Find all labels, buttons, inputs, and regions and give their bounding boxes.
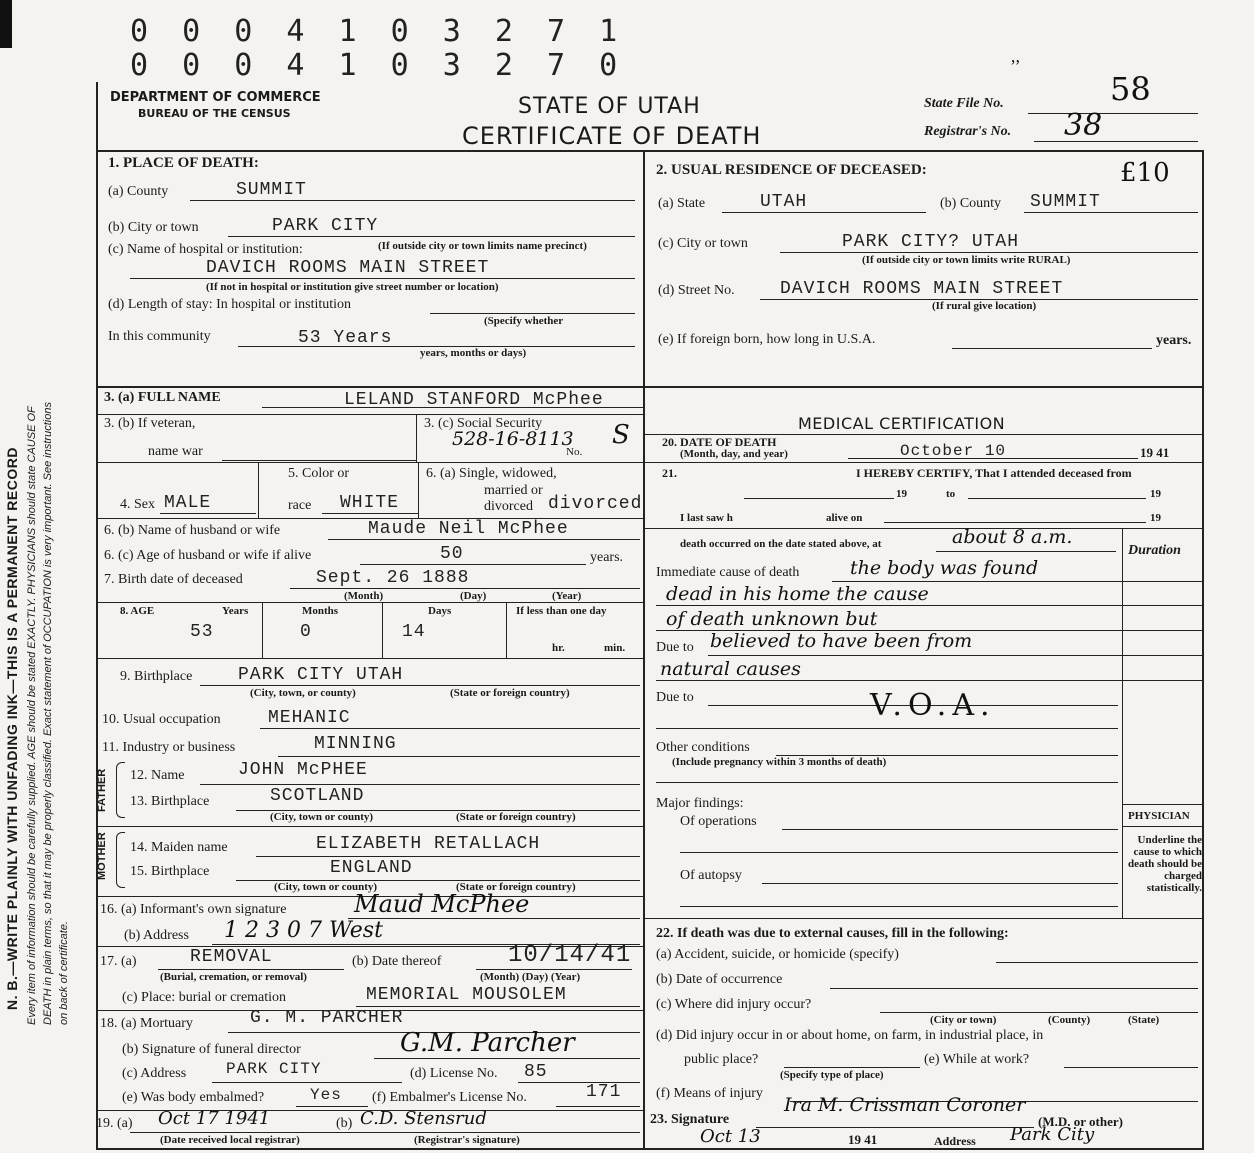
ss-divider — [416, 414, 417, 462]
cause-line-rule-7 — [656, 728, 1118, 729]
cause-line-rule-5 — [656, 680, 1204, 681]
father-name-label: 12. Name — [130, 768, 185, 783]
res-state-line — [722, 212, 926, 213]
burial-date-value: 10/14/41 — [508, 942, 632, 969]
city-line — [228, 236, 635, 237]
registrar-line — [130, 1132, 640, 1133]
father-birthplace-value: SCOTLAND — [270, 786, 365, 806]
registrar-19-label: 19. (a) — [96, 1116, 133, 1131]
cause-line-4: believed to have been from — [710, 630, 973, 652]
veteran-label: 3. (b) If veteran, — [104, 416, 196, 431]
where-county-note: (County) — [1048, 1014, 1091, 1026]
director-label: (b) Signature of funeral director — [122, 1042, 301, 1057]
at-work-line — [1064, 1067, 1198, 1068]
res-county-label: (b) County — [940, 196, 1002, 211]
spouse-age-years: years. — [590, 550, 624, 565]
spouse-age-value: 50 — [440, 544, 464, 564]
other-conditions-label: Other conditions — [656, 740, 750, 755]
marital-value: divorced — [548, 494, 643, 514]
signature-23-label: 23. Signature — [650, 1112, 730, 1127]
residence-state-value: UTAH — [760, 192, 808, 212]
marital-label-1: 6. (a) Single, widowed, — [426, 466, 557, 481]
birthplace-state-note: (State or foreign country) — [450, 687, 570, 699]
at-work-label: (e) While at work? — [924, 1052, 1030, 1067]
industry-value: MINNING — [314, 734, 397, 754]
father-section-label: FATHER — [96, 768, 108, 812]
race-line — [322, 513, 418, 514]
license-value: 85 — [524, 1062, 548, 1082]
ss-label: 3. (c) Social Security — [424, 416, 543, 431]
cause-line-rule-1 — [832, 581, 1204, 582]
cause-line-5: natural causes — [660, 658, 801, 680]
instructions-line-2: DEATH in plain terms, so that it may be properly classified. Exact statement of OCCUPATION is very important. See instructions — [42, 402, 54, 1025]
father-bp-state-note: (State or foreign country) — [456, 811, 576, 823]
community-label: In this community — [108, 329, 211, 344]
specify-note: (Specify whether — [484, 315, 564, 327]
attended-from-line — [744, 498, 894, 499]
embalmer-value: 171 — [586, 1082, 622, 1102]
mother-name-line — [256, 856, 640, 857]
state-heading: STATE OF UTAH — [518, 94, 701, 119]
burial-place-line — [356, 1006, 640, 1007]
major-findings-label: Major findings: — [656, 796, 744, 811]
occurred-label: death occurred on the date stated above, at — [680, 538, 882, 550]
disposition-note: (Burial, cremation, or removal) — [160, 971, 307, 983]
row-divider-4 — [96, 462, 644, 463]
mother-bracket — [116, 832, 125, 888]
mortuary-address-line — [212, 1082, 402, 1083]
row-divider-13 — [96, 826, 644, 827]
birth-date-line — [290, 588, 640, 589]
autopsy-line — [762, 883, 1118, 884]
row-divider-9 — [96, 658, 644, 659]
date-of-death-year: 19 41 — [1140, 445, 1170, 460]
coroner-signature: Ira M. Crissman Coroner — [784, 1094, 1026, 1116]
state-file-value: 58 — [1110, 70, 1151, 108]
birth-month-note: (Month) — [344, 590, 384, 602]
occurrence-label: (b) Date of occurrence — [656, 972, 783, 987]
informant-line — [348, 918, 640, 919]
war-line — [222, 460, 416, 461]
county-label: (a) County — [108, 184, 169, 199]
age-label: 8. AGE — [120, 605, 155, 617]
occupation-label: 10. Usual occupation — [102, 712, 221, 727]
marital-label-2: married or — [484, 483, 543, 498]
age-months-value: 0 — [300, 622, 312, 642]
operations-line — [782, 829, 1118, 830]
father-bracket — [116, 762, 125, 818]
time-of-death-value: about 8 a.m. — [952, 526, 1073, 548]
foreign-line — [952, 348, 1152, 349]
birth-year-note: (Year) — [552, 590, 582, 602]
serial-number-top: 0 0 0 4 1 0 3 2 7 1 — [130, 14, 626, 49]
autopsy-label: Of autopsy — [680, 868, 742, 883]
mother-name-label: 14. Maiden name — [130, 840, 228, 855]
coroner-address-label: Address — [934, 1134, 976, 1148]
time-line — [936, 551, 1116, 552]
attended-19-b: 19 — [1150, 488, 1161, 500]
age-years-head: Years — [222, 605, 249, 617]
mother-section-label: MOTHER — [96, 832, 108, 880]
mortuary-value: G. M. PARCHER — [250, 1008, 404, 1028]
burial-a-line — [158, 969, 344, 970]
license-label: (d) License No. — [410, 1066, 498, 1081]
attended-to: to — [946, 488, 956, 500]
death-county-value: SUMMIT — [236, 180, 307, 200]
place-of-death-heading: 1. PLACE OF DEATH: — [108, 155, 259, 171]
registrar-date-value: Oct 17 1941 — [158, 1108, 271, 1129]
res-city-note: (If outside city or town limits write RURAL) — [862, 254, 1071, 266]
registrar-signature: C.D. Stensrud — [360, 1108, 487, 1129]
residence-city-value: PARK CITY? UTAH — [842, 232, 1020, 252]
res-street-label: (d) Street No. — [658, 283, 735, 298]
operations-line-2 — [680, 852, 1118, 853]
res-county-line — [1024, 212, 1198, 213]
where-state-note: (State) — [1128, 1014, 1160, 1026]
other-line-2 — [656, 782, 1118, 783]
where-label: (c) Where did injury occur? — [656, 997, 812, 1012]
embalmed-label: (e) Was body embalmed? — [122, 1090, 265, 1105]
mother-name-value: ELIZABETH RETALLACH — [316, 834, 541, 854]
mortuary-label: 18. (a) Mortuary — [100, 1016, 193, 1031]
med-rule-22 — [644, 918, 1204, 919]
occupation-line — [260, 728, 640, 729]
medical-heading: MEDICAL CERTIFICATION — [798, 414, 1006, 433]
mother-birthplace-label: 15. Birthplace — [130, 864, 210, 879]
informant-address-value: 1 2 3 0 7 West — [224, 918, 383, 943]
war-label: name war — [148, 444, 203, 459]
residence-code: £10 — [1120, 158, 1170, 188]
ss-value: 528-16-8113 — [452, 428, 574, 450]
res-city-line — [780, 252, 1198, 253]
occupation-value: MEHANIC — [268, 708, 351, 728]
father-name-value: JOHN McPHEE — [238, 760, 368, 780]
age-div-3 — [506, 602, 507, 658]
burial-a-label: 17. (a) — [100, 954, 137, 969]
mother-birthplace-value: ENGLAND — [330, 858, 413, 878]
duration-heading: Duration — [1128, 543, 1181, 558]
physician-rule-2 — [1122, 826, 1204, 827]
foreign-years: years. — [1156, 333, 1192, 348]
instructions-line-1: Every item of information should be carefully supplied. AGE should be stated EXACTLY. PHYSICIANS should state CAUSE OF — [26, 406, 38, 1025]
residence-heading: 2. USUAL RESIDENCE OF DECEASED: — [656, 162, 927, 178]
corner-mark: ’’ — [1010, 56, 1021, 76]
county-line — [190, 200, 635, 201]
md-note: (M.D. or other) — [1038, 1114, 1123, 1129]
cause-line-rule-2 — [656, 605, 1204, 606]
age-hr: hr. — [552, 642, 565, 654]
informant-label: 16. (a) Informant's own signature — [100, 902, 287, 917]
age-div-2 — [382, 602, 383, 658]
physician-rule — [1122, 804, 1204, 805]
race-divider — [418, 462, 419, 518]
attended-19-a: 19 — [896, 488, 907, 500]
alive-on-label: alive on — [826, 512, 863, 524]
burial-place-label: (c) Place: burial or cremation — [122, 990, 287, 1005]
hospital-note: (If outside city or town limits name precinct) — [378, 240, 587, 252]
public-place-label: public place? — [684, 1052, 759, 1067]
last-saw-label: I last saw h — [680, 512, 733, 524]
marital-label-3: divorced — [484, 499, 533, 514]
instructions-line-3: on back of certificate. — [58, 921, 70, 1025]
where-city-note: (City or town) — [930, 1014, 997, 1026]
stay-line — [430, 313, 635, 314]
spouse-age-label: 6. (c) Age of husband or wife if alive — [104, 548, 312, 563]
foreign-label: (e) If foreign born, how long in U.S.A. — [658, 332, 876, 347]
res-city-label: (c) City or town — [658, 236, 748, 251]
serial-number: 0 0 0 4 1 0 3 2 7 0 — [130, 48, 626, 83]
director-line — [374, 1058, 640, 1059]
due-to-label-2: Due to — [656, 690, 694, 705]
burial-date-line — [476, 969, 632, 970]
certify-text: I HEREBY CERTIFY, That I attended deceased from — [856, 466, 1132, 480]
other-conditions-note: (Include pregnancy within 3 months of death) — [672, 756, 887, 768]
age-lt-day: If less than one day — [516, 605, 607, 617]
date-of-death-note: (Month, day, and year) — [680, 448, 788, 460]
age-min: min. — [604, 642, 626, 654]
race-value: WHITE — [340, 493, 400, 513]
informant-signature: Maud McPhee — [354, 890, 530, 918]
certificate-title: CERTIFICATE OF DEATH — [462, 122, 762, 150]
ss-mark: S — [612, 420, 630, 450]
hospital-note-2: (If not in hospital or institution give street number or location) — [206, 281, 499, 293]
city-label: (b) City or town — [108, 220, 199, 235]
sex-label: 4. Sex — [120, 497, 155, 512]
operations-label: Of operations — [680, 814, 757, 829]
age-days-head: Days — [428, 605, 452, 617]
alive-on-line — [884, 522, 1146, 523]
home-label: (d) Did injury occur in or about home, on farm, in industrial place, in — [656, 1028, 1044, 1043]
age-days-value: 14 — [402, 622, 426, 642]
father-birthplace-label: 13. Birthplace — [130, 794, 210, 809]
registrar-b-label: (b) — [336, 1116, 353, 1131]
signature-year-value: 19 41 — [848, 1132, 878, 1147]
spouse-value: Maude Neil McPhee — [368, 519, 569, 539]
section-divider — [96, 386, 1204, 388]
mother-bp-state-note: (State or foreign country) — [456, 881, 576, 893]
embalmer-label: (f) Embalmer's License No. — [372, 1090, 527, 1105]
state-file-label: State File No. — [924, 96, 1004, 111]
residence-county-value: SUMMIT — [1030, 192, 1101, 212]
hospital-value: DAVICH ROOMS MAIN STREET — [206, 258, 490, 278]
age-div-1 — [262, 602, 263, 658]
mortuary-address-label: (c) Address — [122, 1066, 187, 1081]
res-street-note: (If rural give location) — [932, 300, 1037, 312]
birthplace-city-note: (City, town, or county) — [250, 687, 356, 699]
hospital-line — [130, 278, 635, 279]
cause-line-rule-4 — [708, 655, 1204, 656]
certify-number: 21. — [662, 466, 677, 480]
registrar-sig-note: (Registrar's signature) — [414, 1134, 520, 1146]
burial-date-note: (Month) (Day) (Year) — [480, 971, 581, 983]
birthplace-value: PARK CITY UTAH — [238, 665, 404, 685]
license-line — [518, 1082, 640, 1083]
birth-day-note: (Day) — [460, 590, 487, 602]
department-name: DEPARTMENT OF COMMERCE — [110, 90, 321, 105]
immediate-cause-label: Immediate cause of death — [656, 565, 800, 580]
duration-divider — [1122, 528, 1123, 918]
underline-note: Underline the cause to which death should be charged statistically. — [1128, 834, 1202, 894]
birthplace-line — [200, 685, 640, 686]
scan-edge — [0, 0, 12, 48]
bureau-name: BUREAU OF THE CENSUS — [138, 107, 291, 120]
cause-initials: V.O.A. — [870, 688, 996, 723]
registrar-date-note: (Date received local registrar) — [160, 1134, 300, 1146]
hospital-label: (c) Name of hospital or institution: — [108, 242, 303, 257]
sex-line — [160, 513, 256, 514]
med-rule-3 — [644, 528, 1204, 529]
due-to-label: Due to — [656, 640, 694, 655]
full-name-label: 3. (a) FULL NAME — [104, 390, 221, 405]
birthplace-label: 9. Birthplace — [120, 669, 193, 684]
age-months-head: Months — [302, 605, 339, 617]
row-divider-8 — [96, 602, 644, 603]
spouse-age-line — [360, 564, 586, 565]
registrar-line — [1034, 141, 1198, 142]
birth-date-value: Sept. 26 1888 — [316, 568, 470, 588]
state-file-line — [1028, 113, 1198, 114]
spouse-label: 6. (b) Name of husband or wife — [104, 523, 281, 538]
embalmed-line — [296, 1106, 368, 1107]
cause-line-2: dead in his home the cause — [666, 583, 929, 605]
director-signature: G.M. Parcher — [400, 1028, 575, 1058]
residence-street-value: DAVICH ROOMS MAIN STREET — [780, 279, 1064, 299]
community-note: years, months or days) — [420, 347, 527, 359]
res-state-label: (a) State — [658, 196, 706, 211]
cause-line-1: the body was found — [850, 557, 1039, 579]
attended-to-line — [968, 498, 1146, 499]
signature-date-value: Oct 13 — [700, 1126, 761, 1147]
embalmed-value: Yes — [310, 1086, 342, 1104]
color-label: 5. Color or — [288, 466, 350, 481]
registrar-label: Registrar's No. — [924, 124, 1012, 139]
age-years-value: 53 — [190, 622, 214, 642]
burial-place-value: MEMORIAL MOUSOLEM — [366, 985, 567, 1005]
coroner-address-value: Park City — [1010, 1124, 1095, 1145]
mortuary-address-value: PARK CITY — [226, 1060, 322, 1078]
burial-date-label: (b) Date thereof — [352, 954, 442, 969]
industry-label: 11. Industry or business — [102, 740, 236, 755]
cause-line-3: of death unknown but — [666, 608, 878, 630]
birth-date-label: 7. Birth date of deceased — [104, 572, 243, 587]
date-of-death-label: 20. DATE OF DEATH — [662, 435, 777, 449]
accident-label: (a) Accident, suicide, or homicide (specify) — [656, 947, 899, 962]
accident-line — [996, 962, 1198, 963]
where-line — [880, 1012, 1198, 1013]
occurrence-line — [830, 988, 1198, 989]
column-divider — [643, 150, 645, 1150]
specify-type-note: (Specify type of place) — [780, 1069, 884, 1081]
community-value: 53 Years — [298, 328, 393, 348]
frame-left-top — [96, 82, 98, 152]
signature-line — [756, 1127, 1034, 1128]
sex-divider — [258, 462, 259, 518]
father-name-line — [200, 784, 640, 785]
row-divider-3 — [96, 414, 644, 415]
embalmer-line — [556, 1106, 640, 1107]
sex-value: MALE — [164, 493, 212, 513]
registrar-value: 38 — [1064, 108, 1103, 143]
alive-19: 19 — [1150, 512, 1161, 524]
date-of-death-value: October 10 — [900, 442, 1007, 460]
stay-label: (d) Length of stay: In hospital or institution — [108, 297, 352, 312]
race-label: race — [288, 498, 312, 513]
disposition-value: REMOVAL — [190, 947, 273, 967]
death-city-value: PARK CITY — [272, 216, 379, 236]
informant-address-label: (b) Address — [124, 928, 189, 943]
med-rule-2 — [644, 462, 1204, 463]
autopsy-line-2 — [680, 906, 1118, 907]
full-name-value: LELAND STANFORD McPhee — [344, 390, 604, 410]
industry-line — [278, 756, 640, 757]
father-bp-city-note: (City, town or county) — [270, 811, 374, 823]
spouse-line — [328, 539, 640, 540]
external-heading: 22. If death was due to external causes, fill in the following: — [656, 926, 1009, 941]
public-line — [784, 1067, 920, 1068]
mother-bp-city-note: (City, town or county) — [274, 881, 378, 893]
ss-sub: No. — [566, 446, 583, 458]
permanent-record-note: N. B.—WRITE PLAINLY WITH UNFADING INK—THIS IS A PERMANENT RECORD — [4, 447, 20, 1010]
means-label: (f) Means of injury — [656, 1086, 763, 1101]
physician-label: PHYSICIAN — [1128, 810, 1190, 822]
